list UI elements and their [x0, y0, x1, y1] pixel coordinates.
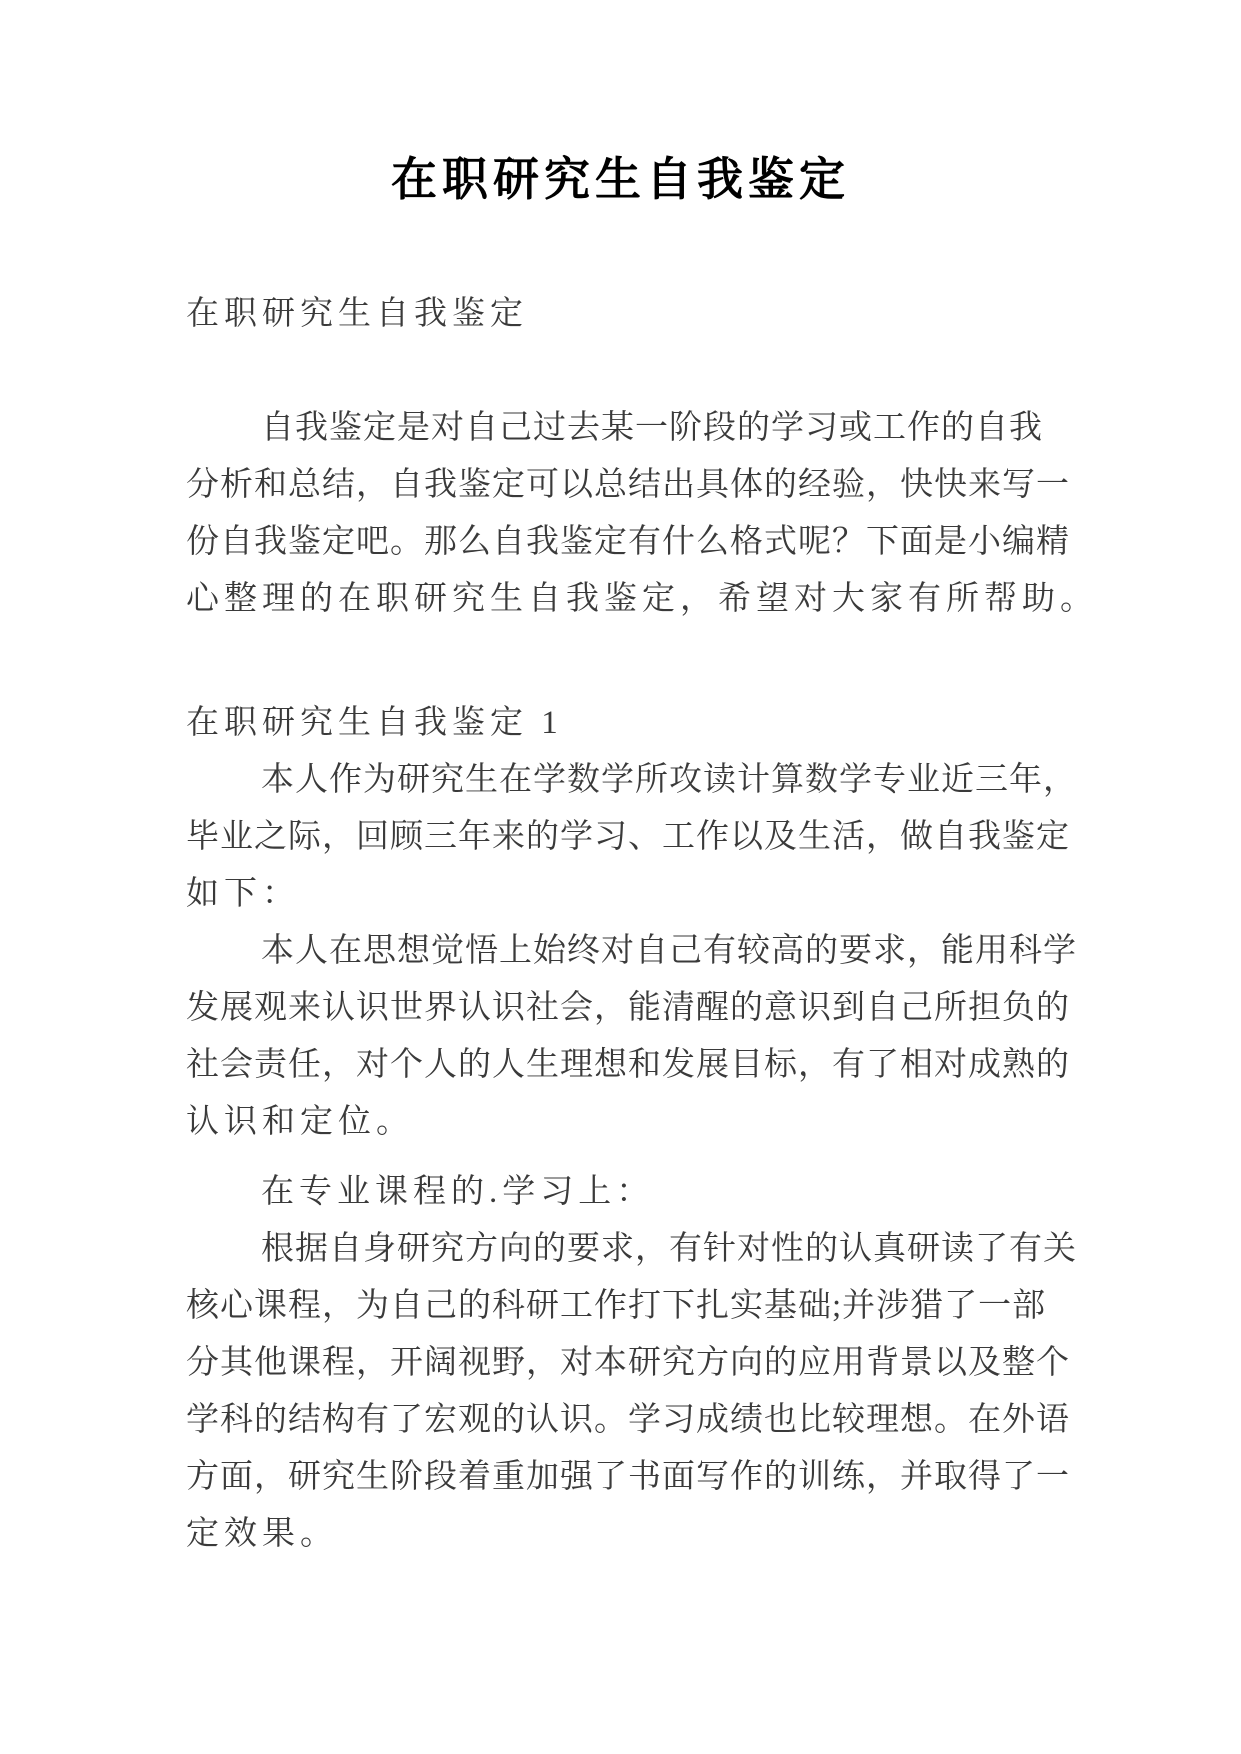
document-title: 在职研究生自我鉴定: [391, 154, 850, 205]
paragraph-heading: [186, 695, 1066, 752]
text-line: 在职研究生自我鉴定: [186, 296, 528, 332]
paragraph-note: [186, 1164, 1066, 1221]
paragraph-label: [186, 286, 1066, 343]
text-line: 本人作为研究生在学数学所攻读计算数学专业近三年，: [261, 762, 1077, 798]
paragraph-intro: [186, 400, 1098, 628]
text-line: 学科的结构有了宏观的认识。学习成绩也比较理想。在外语: [186, 1402, 1070, 1438]
text-line: 在职研究生自我鉴定 1: [186, 705, 563, 741]
text-line: 方面，研究生阶段着重加强了书面写作的训练，并取得了一: [186, 1459, 1070, 1495]
text-line: 分析和总结，自我鉴定可以总结出具体的经验，快快来写一: [186, 467, 1070, 503]
text-line: 心整理的在职研究生自我鉴定，希望对大家有所帮助。: [186, 581, 1098, 617]
text-line: 在专业课程的.学习上：: [261, 1174, 655, 1210]
paragraph-body: [186, 752, 1077, 923]
text-line: 份自我鉴定吧。那么自我鉴定有什么格式呢？下面是小编精: [186, 524, 1070, 560]
text-line: 如下：: [186, 876, 300, 912]
text-line: 核心课程，为自己的科研工作打下扎实基础;并涉猎了一部: [186, 1288, 1047, 1324]
text-line: 本人在思想觉悟上始终对自己有较高的要求，能用科学: [261, 933, 1077, 969]
text-line: 根据自身研究方向的要求，有针对性的认真研读了有关: [261, 1231, 1077, 1267]
text-line: 认识和定位。: [186, 1104, 414, 1140]
text-line: 发展观来认识世界认识社会，能清醒的意识到自己所担负的: [186, 990, 1070, 1026]
text-line: 毕业之际，回顾三年来的学习、工作以及生活，做自我鉴定: [186, 819, 1070, 855]
text-line: 分其他课程，开阔视野，对本研究方向的应用背景以及整个: [186, 1345, 1070, 1381]
paragraph-body: [186, 1221, 1077, 1563]
text-line: 自我鉴定是对自己过去某一阶段的学习或工作的自我: [261, 410, 1043, 446]
paragraph-body: [186, 923, 1077, 1151]
document-body: [186, 286, 1098, 1563]
text-line: 定效果。: [186, 1516, 338, 1552]
text-line: 社会责任，对个人的人生理想和发展目标，有了相对成熟的: [186, 1047, 1070, 1083]
